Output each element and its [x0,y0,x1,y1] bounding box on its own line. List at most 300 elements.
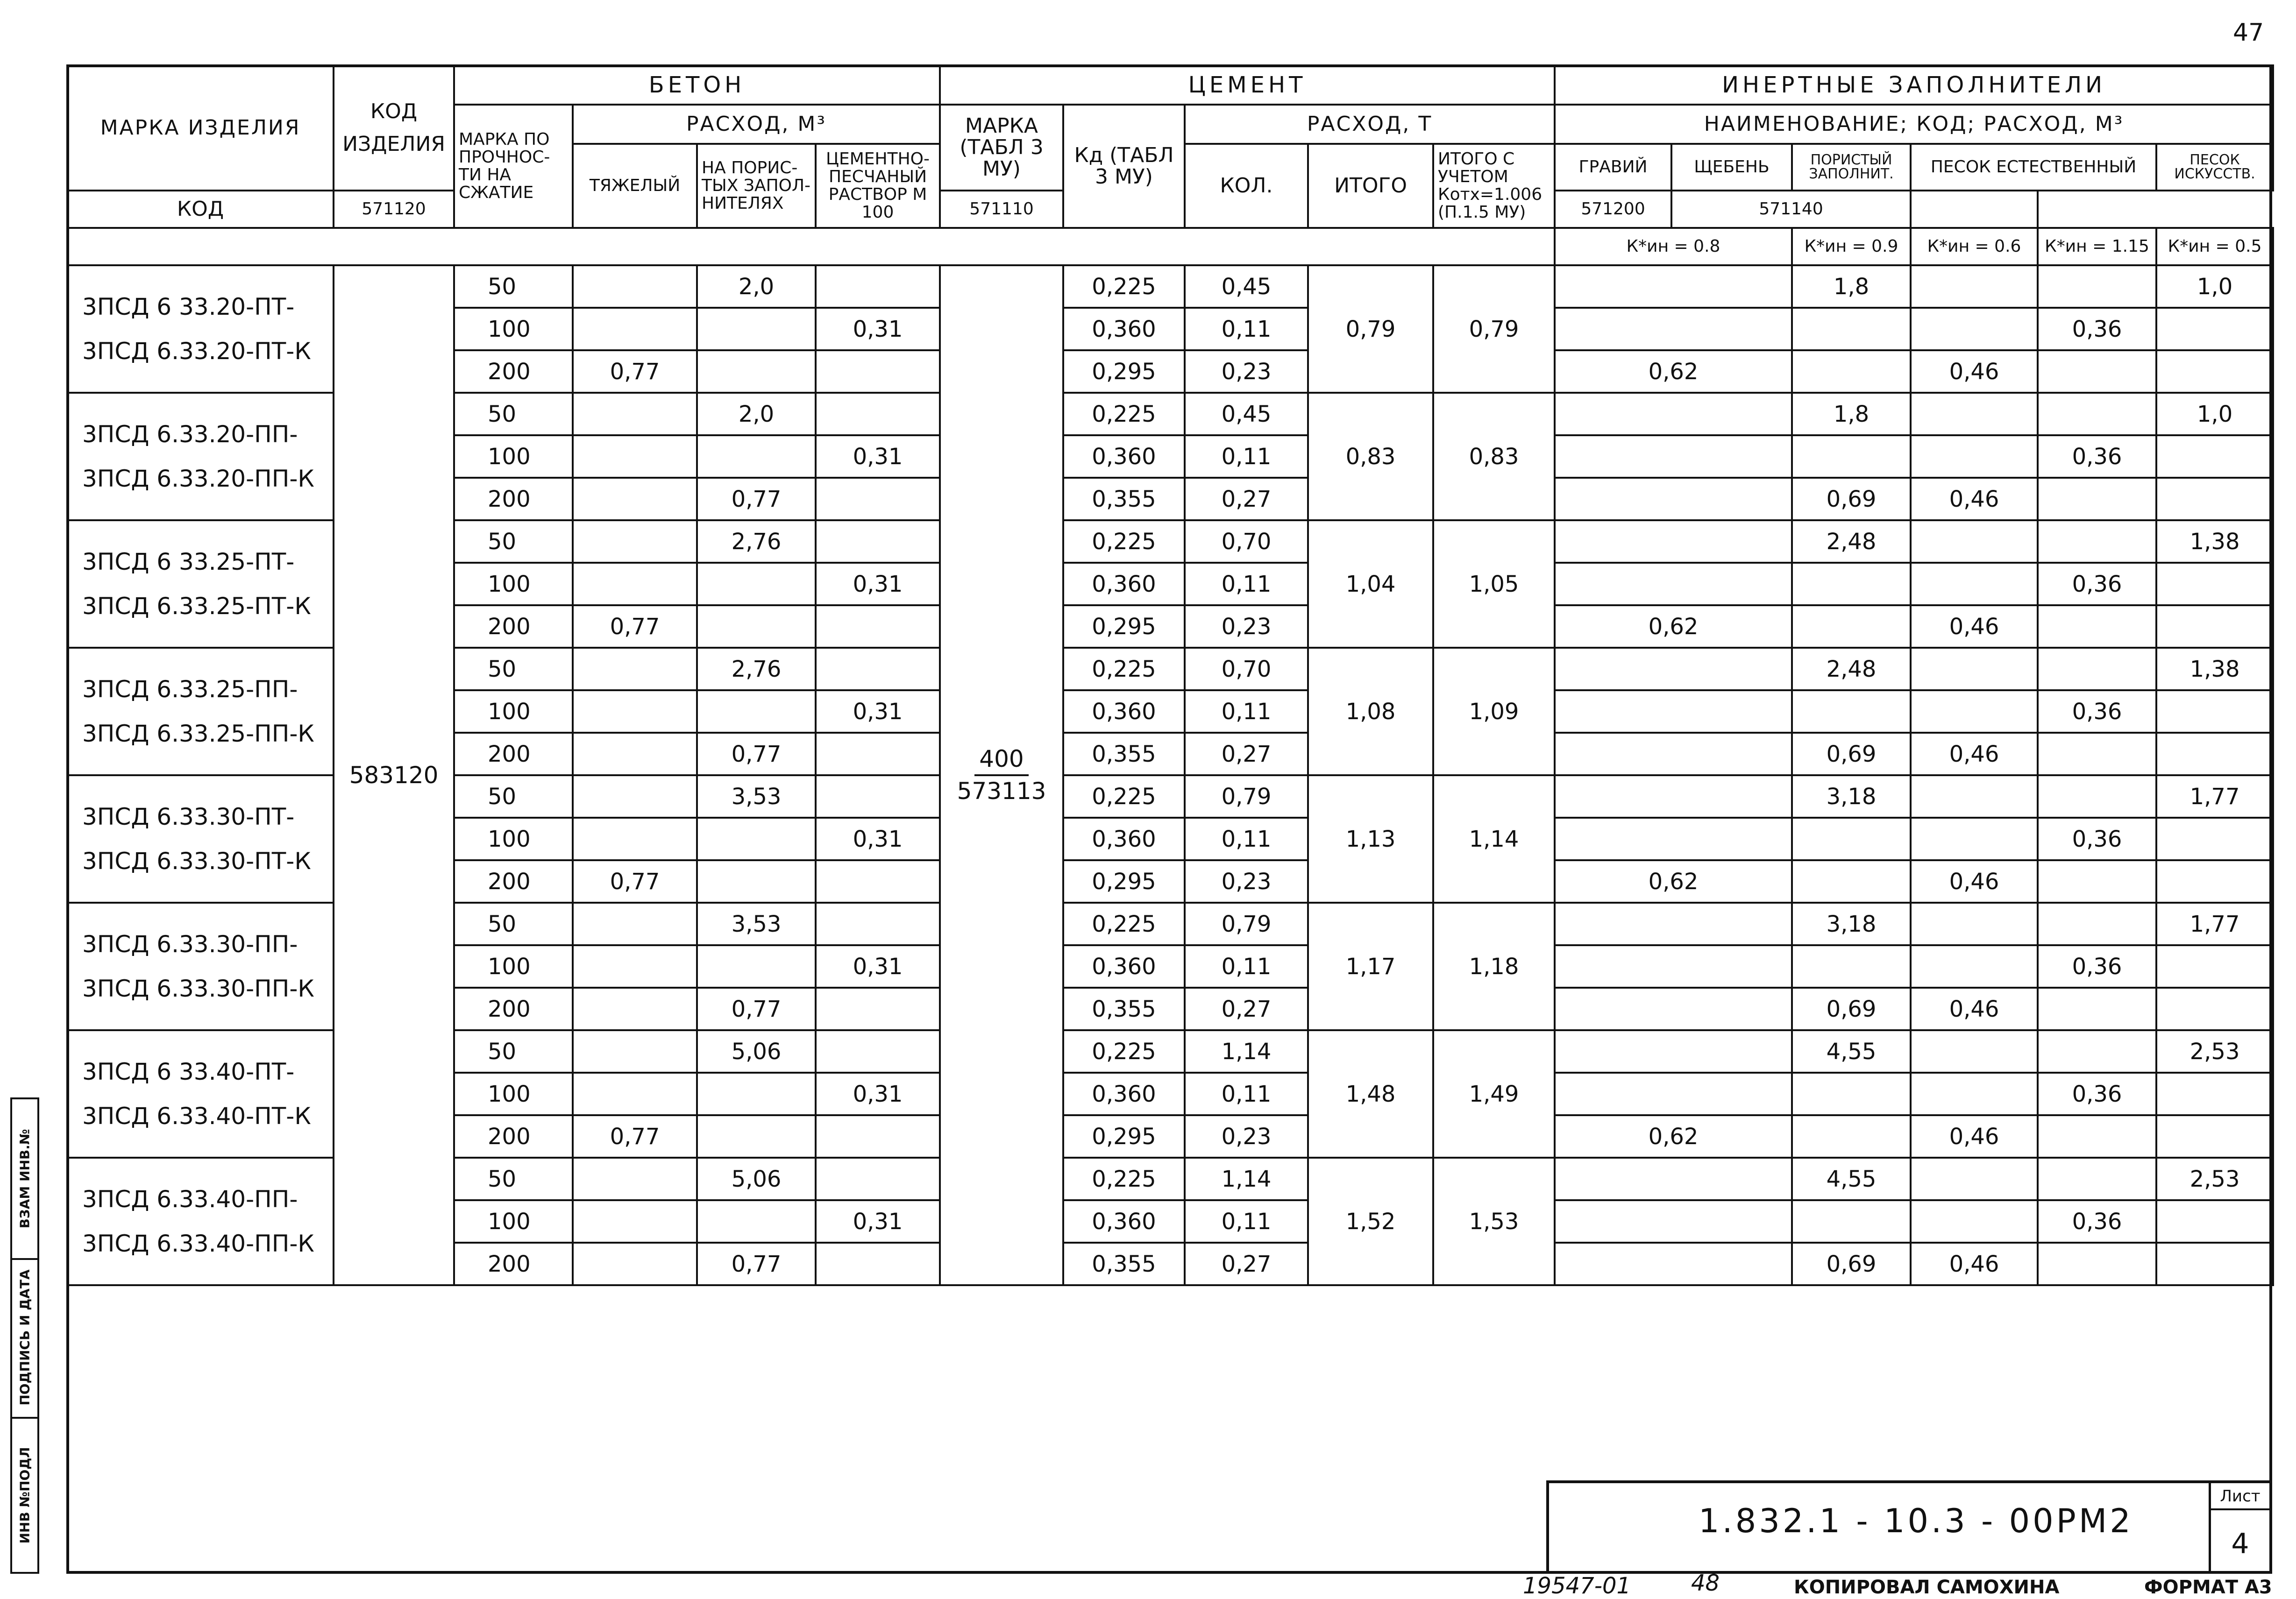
header-shcheben: ЩЕБЕНЬ [1671,144,1792,191]
gravel-value [1555,818,1792,860]
strength-value: 100 [454,308,573,350]
header-raskhod-m3: РАСХОД, М³ [573,105,940,144]
cement-qty-value: 0,23 [1185,350,1308,393]
porous-concrete-value [697,860,816,903]
product-mark: 3ПСД 6 33.25-ПТ- 3ПСД 6.33.25-ПТ-К [67,520,334,648]
header-marka-izdeliya: МАРКА ИЗДЕЛИЯ [67,65,334,191]
kd-value: 0,360 [1063,945,1185,988]
natural-sand-value-2: 0,36 [2038,1200,2156,1243]
natural-sand-value-1 [1911,818,2038,860]
gravel-value [1555,308,1792,350]
artificial-sand-value [2156,988,2273,1030]
kd-value: 0,295 [1063,605,1185,648]
natural-sand-value-2: 0,36 [2038,945,2156,988]
header-tsement: ЦЕМЕНТ [940,65,1555,105]
header-poristyi: ПОРИСТЫЙ ЗАПОЛНИТ. [1792,144,1911,191]
product-mark: 3ПСД 6.33.25-ПП- 3ПСД 6.33.25-ПП-К [67,648,334,775]
kd-value: 0,360 [1063,563,1185,605]
gravel-value [1555,478,1792,520]
header-kd-tabl: Кд (ТАБЛ 3 МУ) [1063,105,1185,228]
natural-sand-value-2 [2038,520,2156,563]
cement-sand-value: 0,31 [816,690,940,733]
strength-value: 100 [454,1200,573,1243]
cement-sand-value [816,1243,940,1285]
header-marka-po-prochnosti: МАРКА ПО ПРОЧНОС- ТИ НА СЖАТИЕ [454,105,573,228]
artificial-sand-value: 1,38 [2156,648,2273,690]
heavy-concrete-value [573,435,697,478]
header-pesok-est: ПЕСОК ЕСТЕСТВЕННЫЙ [1911,144,2156,191]
cement-qty-value: 1,14 [1185,1030,1308,1073]
natural-sand-value-2 [2038,733,2156,775]
kd-value: 0,225 [1063,520,1185,563]
gravel-value: 0,62 [1555,605,1792,648]
gravel-value [1555,435,1792,478]
strength-value: 100 [454,563,573,605]
porous-concrete-value [697,1200,816,1243]
artificial-sand-value [2156,478,2273,520]
cement-total-value: 1,04 [1308,520,1433,648]
cement-qty-value: 0,27 [1185,1243,1308,1285]
strength-value: 200 [454,350,573,393]
porous-filler-value [1792,945,1911,988]
porous-concrete-value: 2,0 [697,265,816,308]
title-block [1546,1480,2272,1574]
heavy-concrete-value [573,478,697,520]
cement-qty-value: 0,23 [1185,605,1308,648]
gravel-value [1555,775,1792,818]
k-pesok-est1: К*ин = 0.6 [1911,228,2038,265]
natural-sand-value-1 [1911,775,2038,818]
kd-value: 0,225 [1063,903,1185,945]
kd-value: 0,225 [1063,393,1185,435]
strength-value: 50 [454,520,573,563]
cement-sand-value [816,605,940,648]
porous-concrete-value [697,818,816,860]
product-code: 583120 [334,265,454,1285]
product-mark: 3ПСД 6.33.40-ПП- 3ПСД 6.33.40-ПП-К [67,1158,334,1285]
natural-sand-value-2 [2038,1030,2156,1073]
artificial-sand-value: 1,77 [2156,903,2273,945]
natural-sand-value-1 [1911,520,2038,563]
kd-value: 0,360 [1063,1200,1185,1243]
footer-copied: КОПИРОВАЛ САМОХИНА [1794,1577,2060,1598]
stamp-podpis: ПОДПИСЬ И ДАТА [17,1269,33,1406]
header-itogo-s-uchetom: ИТОГО С УЧЕТОМ Котх=1.006 (П.1.5 МУ) [1433,144,1555,228]
artificial-sand-value [2156,563,2273,605]
artificial-sand-value: 1,38 [2156,520,2273,563]
artificial-sand-value [2156,605,2273,648]
porous-filler-value: 4,55 [1792,1158,1911,1200]
porous-filler-value: 1,8 [1792,393,1911,435]
gravel-value [1555,520,1792,563]
header-inertnye: ИНЕРТНЫЕ ЗАПОЛНИТЕЛИ [1555,65,2273,105]
cement-sand-value [816,350,940,393]
heavy-concrete-value [573,648,697,690]
cement-qty-value: 0,79 [1185,775,1308,818]
header-marka-tabl: МАРКА (ТАБЛ 3 МУ) [940,105,1063,191]
porous-concrete-value: 0,77 [697,733,816,775]
kd-value: 0,225 [1063,775,1185,818]
cement-qty-value: 0,45 [1185,265,1308,308]
sheet-box [2209,1483,2269,1571]
gravel-value: 0,62 [1555,860,1792,903]
artificial-sand-value: 1,0 [2156,265,2273,308]
footer-number: 48 [1691,1570,1720,1596]
heavy-concrete-value [573,690,697,733]
artificial-sand-value [2156,350,2273,393]
cement-qty-value: 0,11 [1185,308,1308,350]
header-na-poristykh: НА ПОРИС- ТЫХ ЗАПОЛ- НИТЕЛЯХ [697,144,816,228]
gravel-value [1555,393,1792,435]
natural-sand-value-1: 0,46 [1911,733,2038,775]
natural-sand-value-2 [2038,265,2156,308]
cement-sand-value [816,733,940,775]
porous-filler-value [1792,605,1911,648]
k-poristyi: К*ин = 0.9 [1792,228,1911,265]
porous-filler-value: 1,8 [1792,265,1911,308]
natural-sand-value-2: 0,36 [2038,1073,2156,1115]
k-pesok-isk: К*ин = 0.5 [2156,228,2273,265]
cement-sand-value [816,903,940,945]
artificial-sand-value [2156,1243,2273,1285]
cement-total-value: 0,83 [1308,393,1433,520]
natural-sand-value-1 [1911,435,2038,478]
gravel-value [1555,1158,1792,1200]
cement-sand-value [816,860,940,903]
artificial-sand-value [2156,1115,2273,1158]
footer-format: ФОРМАТ А3 [2144,1577,2272,1598]
heavy-concrete-value [573,1158,697,1200]
natural-sand-value-1: 0,46 [1911,860,2038,903]
porous-filler-value: 0,69 [1792,988,1911,1030]
cement-sand-value [816,1115,940,1158]
natural-sand-value-1: 0,46 [1911,988,2038,1030]
cement-sand-value: 0,31 [816,818,940,860]
porous-filler-value [1792,563,1911,605]
strength-value: 50 [454,1030,573,1073]
porous-concrete-value: 2,76 [697,520,816,563]
porous-filler-value: 0,69 [1792,478,1911,520]
strength-value: 200 [454,605,573,648]
porous-concrete-value [697,690,816,733]
heavy-concrete-value [573,775,697,818]
porous-concrete-value: 0,77 [697,988,816,1030]
porous-concrete-value [697,1073,816,1115]
porous-concrete-value: 5,06 [697,1158,816,1200]
cement-qty-value: 0,27 [1185,733,1308,775]
natural-sand-value-1 [1911,1073,2038,1115]
heavy-concrete-value [573,818,697,860]
heavy-concrete-value [573,1200,697,1243]
porous-concrete-value [697,435,816,478]
porous-concrete-value: 5,06 [697,1030,816,1073]
gravel-value [1555,1073,1792,1115]
natural-sand-value-2 [2038,860,2156,903]
gravel-value [1555,733,1792,775]
strength-value: 200 [454,860,573,903]
artificial-sand-value [2156,308,2273,350]
strength-value: 50 [454,648,573,690]
natural-sand-value-1: 0,46 [1911,478,2038,520]
porous-filler-value [1792,435,1911,478]
natural-sand-value-2 [2038,775,2156,818]
strength-value: 200 [454,1115,573,1158]
artificial-sand-value [2156,690,2273,733]
cement-total-adjusted-value: 0,83 [1433,393,1555,520]
cement-total-adjusted-value: 1,18 [1433,903,1555,1030]
kd-value: 0,355 [1063,733,1185,775]
natural-sand-value-1 [1911,265,2038,308]
strength-value: 100 [454,435,573,478]
strength-value: 100 [454,1073,573,1115]
cement-total-adjusted-value: 1,05 [1433,520,1555,648]
cement-qty-value: 0,70 [1185,648,1308,690]
header-kol: КОЛ. [1185,144,1308,228]
porous-filler-value [1792,350,1911,393]
cement-qty-value: 0,79 [1185,903,1308,945]
cement-sand-value [816,775,940,818]
cement-sand-value [816,520,940,563]
natural-sand-value-2 [2038,350,2156,393]
natural-sand-value-2 [2038,393,2156,435]
cement-qty-value: 0,27 [1185,478,1308,520]
side-stamp [10,1097,39,1574]
kd-value: 0,360 [1063,818,1185,860]
kd-value: 0,360 [1063,308,1185,350]
artificial-sand-value: 2,53 [2156,1158,2273,1200]
strength-value: 100 [454,690,573,733]
cement-sand-value: 0,31 [816,308,940,350]
heavy-concrete-value [573,563,697,605]
kd-value: 0,295 [1063,860,1185,903]
heavy-concrete-value [573,903,697,945]
porous-concrete-value [697,945,816,988]
natural-sand-value-2 [2038,1115,2156,1158]
strength-value: 50 [454,265,573,308]
cement-sand-value [816,393,940,435]
artificial-sand-value [2156,818,2273,860]
heavy-concrete-value [573,988,697,1030]
cement-qty-value: 0,27 [1185,988,1308,1030]
porous-concrete-value [697,350,816,393]
heavy-concrete-value [573,945,697,988]
header-graviy: ГРАВИЙ [1555,144,1671,191]
artificial-sand-value [2156,860,2273,903]
strength-value: 200 [454,988,573,1030]
cement-qty-value: 0,23 [1185,1115,1308,1158]
cement-sand-value [816,1030,940,1073]
heavy-concrete-value [573,520,697,563]
porous-concrete-value: 2,76 [697,648,816,690]
natural-sand-value-2 [2038,605,2156,648]
header-itogo: ИТОГО [1308,144,1433,228]
strength-value: 200 [454,478,573,520]
porous-concrete-value: 0,77 [697,478,816,520]
kd-value: 0,360 [1063,690,1185,733]
natural-sand-value-1 [1911,393,2038,435]
kd-value: 0,360 [1063,1073,1185,1115]
gravel-value: 0,62 [1555,350,1792,393]
porous-filler-value [1792,860,1911,903]
natural-sand-value-1 [1911,648,2038,690]
cement-sand-value: 0,31 [816,435,940,478]
natural-sand-value-2 [2038,903,2156,945]
k-pesok-est2: К*ин = 1.15 [2038,228,2156,265]
stamp-vzam: ВЗАМ ИНВ.№ [17,1129,33,1229]
cement-total-adjusted-value: 1,53 [1433,1158,1555,1285]
heavy-concrete-value: 0,77 [573,605,697,648]
sheet-label: Лист [2211,1487,2269,1510]
porous-concrete-value: 0,77 [697,1243,816,1285]
kd-value: 0,225 [1063,1158,1185,1200]
cement-qty-value: 0,11 [1185,945,1308,988]
gravel-value [1555,648,1792,690]
natural-sand-value-1: 0,46 [1911,350,2038,393]
header-beton: БЕТОН [454,65,940,105]
cement-total-value: 1,08 [1308,648,1433,775]
strength-value: 50 [454,393,573,435]
gravel-value [1555,1243,1792,1285]
table-body [67,265,2273,1285]
product-mark: 3ПСД 6.33.20-ПП- 3ПСД 6.33.20-ПП-К [67,393,334,520]
natural-sand-value-2 [2038,478,2156,520]
cement-mark: 400 [974,744,1028,776]
product-mark: 3ПСД 6 33.20-ПТ- 3ПСД 6.33.20-ПТ-К [67,265,334,393]
document-number: 1.832.1 - 10.3 - 00РМ2 [1699,1502,2133,1540]
header-kod-izdeliya: КОД ИЗДЕЛИЯ [334,65,454,191]
table-row [67,265,2273,308]
cement-total-adjusted-value: 1,09 [1433,648,1555,775]
strength-value: 100 [454,945,573,988]
code-shcheben: 571110 [940,191,1063,228]
porous-concrete-value [697,1115,816,1158]
porous-filler-value: 2,48 [1792,648,1911,690]
natural-sand-value-2: 0,36 [2038,818,2156,860]
natural-sand-value-1: 0,46 [1911,605,2038,648]
natural-sand-value-1 [1911,945,2038,988]
cement-total-value: 0,79 [1308,265,1433,393]
product-mark: 3ПСД 6.33.30-ПТ- 3ПСД 6.33.30-ПТ-К [67,775,334,903]
strength-value: 50 [454,1158,573,1200]
kd-value: 0,355 [1063,478,1185,520]
footer-handwritten: 19547-01 [1523,1573,1631,1599]
porous-filler-value [1792,690,1911,733]
cement-qty-value: 0,23 [1185,860,1308,903]
stamp-inv-podl: ИНВ №ПОДЛ [17,1447,33,1544]
porous-concrete-value [697,605,816,648]
porous-concrete-value: 2,0 [697,393,816,435]
gravel-value [1555,690,1792,733]
product-mark: 3ПСД 6.33.30-ПП- 3ПСД 6.33.30-ПП-К [67,903,334,1030]
cement-qty-value: 1,14 [1185,1158,1308,1200]
code-poristyi: 571200 [1555,191,1671,228]
strength-value: 100 [454,818,573,860]
gravel-value [1555,563,1792,605]
heavy-concrete-value [573,733,697,775]
gravel-value [1555,988,1792,1030]
cement-qty-value: 0,11 [1185,563,1308,605]
natural-sand-value-1 [1911,690,2038,733]
spec-table [66,64,2274,1286]
cement-qty-value: 0,11 [1185,690,1308,733]
cement-total-value: 1,13 [1308,775,1433,903]
natural-sand-value-2: 0,36 [2038,563,2156,605]
heavy-concrete-value [573,393,697,435]
natural-sand-value-2 [2038,988,2156,1030]
gravel-value: 0,62 [1555,1115,1792,1158]
gravel-value [1555,1200,1792,1243]
strength-value: 200 [454,733,573,775]
porous-concrete-value [697,563,816,605]
gravel-value [1555,945,1792,988]
cement-qty-value: 0,11 [1185,1073,1308,1115]
heavy-concrete-value [573,265,697,308]
natural-sand-value-1 [1911,1158,2038,1200]
porous-filler-value [1792,1115,1911,1158]
cement-code: 573113 [957,778,1046,805]
cement-sand-value [816,265,940,308]
artificial-sand-value [2156,1200,2273,1243]
porous-concrete-value: 3,53 [697,903,816,945]
heavy-concrete-value: 0,77 [573,860,697,903]
natural-sand-value-1 [1911,1200,2038,1243]
cement-total-value: 1,17 [1308,903,1433,1030]
kd-value: 0,295 [1063,350,1185,393]
artificial-sand-value: 1,0 [2156,393,2273,435]
natural-sand-value-2 [2038,1158,2156,1200]
natural-sand-value-2: 0,36 [2038,308,2156,350]
natural-sand-value-2: 0,36 [2038,435,2156,478]
artificial-sand-value [2156,945,2273,988]
porous-filler-value: 2,48 [1792,520,1911,563]
heavy-concrete-value [573,1073,697,1115]
natural-sand-value-2 [2038,648,2156,690]
kd-value: 0,360 [1063,435,1185,478]
strength-value: 50 [454,775,573,818]
artificial-sand-value: 2,53 [2156,1030,2273,1073]
artificial-sand-value [2156,733,2273,775]
kd-value: 0,225 [1063,1030,1185,1073]
cement-total-adjusted-value: 1,49 [1433,1030,1555,1158]
cement-qty-value: 0,11 [1185,435,1308,478]
natural-sand-value-1 [1911,563,2038,605]
gravel-value [1555,1030,1792,1073]
cement-total-value: 1,52 [1308,1158,1433,1285]
cement-sand-value [816,648,940,690]
cement-qty-value: 0,11 [1185,818,1308,860]
cement-sand-value [816,478,940,520]
k-gravel: К*ин = 0.8 [1555,228,1792,265]
porous-filler-value: 3,18 [1792,903,1911,945]
cement-qty-value: 0,70 [1185,520,1308,563]
header-tsementno-peschanyi: ЦЕМЕНТНО- ПЕСЧАНЫЙ РАСТВОР М 100 [816,144,940,228]
heavy-concrete-value: 0,77 [573,350,697,393]
kd-value: 0,225 [1063,648,1185,690]
natural-sand-value-1: 0,46 [1911,1243,2038,1285]
artificial-sand-value [2156,1073,2273,1115]
porous-filler-value: 0,69 [1792,1243,1911,1285]
header-kod: КОД [67,191,334,228]
artificial-sand-value [2156,435,2273,478]
natural-sand-value-1: 0,46 [1911,1115,2038,1158]
cement-total-adjusted-value: 1,14 [1433,775,1555,903]
porous-filler-value: 4,55 [1792,1030,1911,1073]
kd-value: 0,295 [1063,1115,1185,1158]
porous-filler-value: 0,69 [1792,733,1911,775]
porous-filler-value [1792,1200,1911,1243]
kd-value: 0,225 [1063,265,1185,308]
code-graviy: 571120 [334,191,454,228]
